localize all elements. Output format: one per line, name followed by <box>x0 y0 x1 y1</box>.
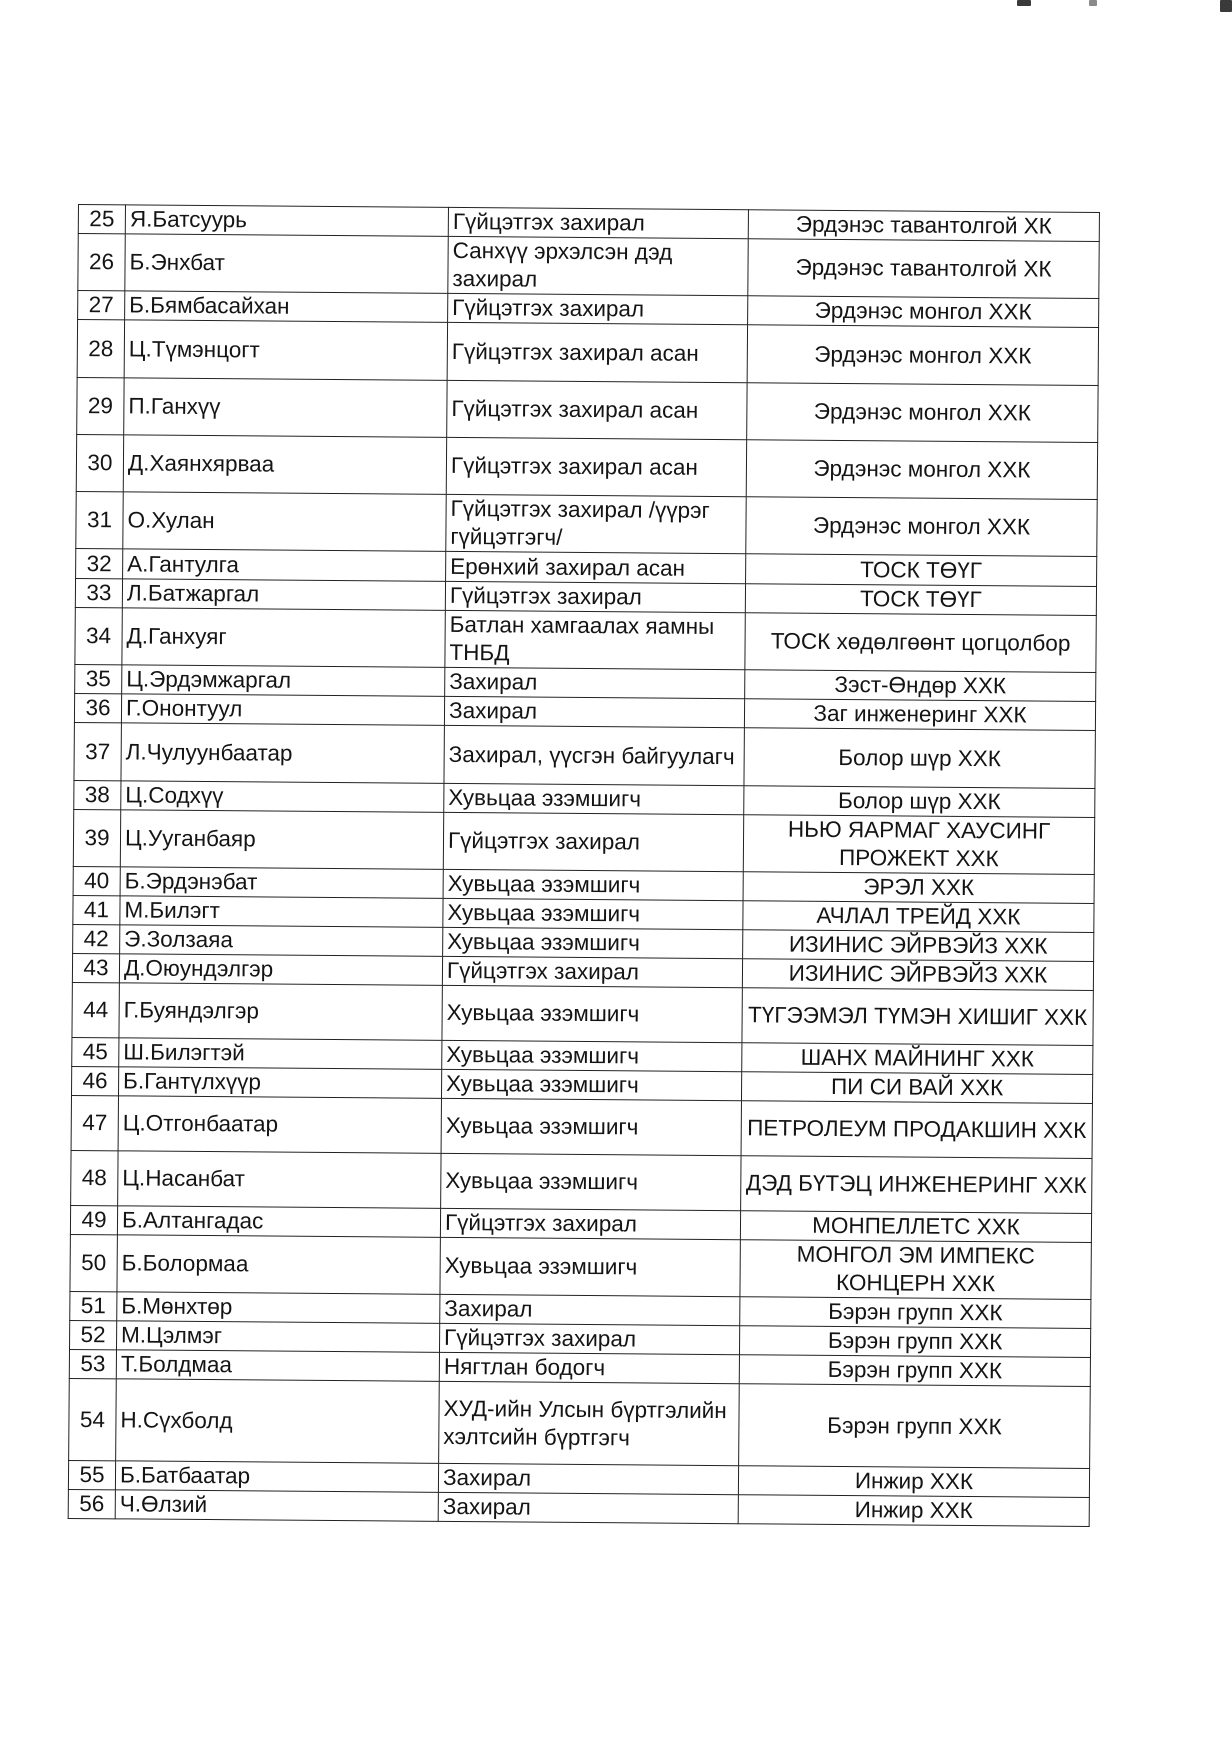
position-cell: Гүйцэтгэх захирал <box>448 207 748 238</box>
row-number-cell: 52 <box>70 1320 117 1349</box>
person-name-cell: Д.Ганхуяг <box>122 608 445 668</box>
person-name-cell: Э.Золзаяа <box>120 925 443 957</box>
table-row <box>71 1095 1092 1158</box>
row-number-cell: 56 <box>68 1489 115 1518</box>
officials-table <box>68 204 1100 1527</box>
person-name-cell: Б.Энхбат <box>125 234 448 294</box>
row-number-cell: 34 <box>75 607 122 664</box>
person-name-cell: Д.Хаянхярваа <box>123 435 446 495</box>
table-row <box>76 434 1097 499</box>
row-number-cell: 55 <box>68 1460 115 1489</box>
position-cell: Гүйцэтгэх захирал <box>443 812 743 871</box>
person-name-cell: Б.Болормаа <box>117 1235 440 1295</box>
person-name-cell: Л.Чулуунбаатар <box>121 723 444 784</box>
person-name-cell: Ц.Отгонбаатар <box>118 1096 441 1154</box>
position-cell: Санхүү эрхэлсэн дэд захирал <box>448 236 748 295</box>
table-row <box>78 234 1099 299</box>
position-cell: Захирал <box>445 667 745 698</box>
table-row <box>71 1150 1092 1213</box>
position-cell: Хувьцаа эзэмшигч <box>444 783 744 814</box>
organization-cell: МОНГОЛ ЭМ ИМПЕКС КОНЦЕРН ХХК <box>740 1240 1091 1300</box>
row-number-cell: 35 <box>75 664 122 693</box>
table-row <box>76 491 1097 556</box>
organization-cell: Эрдэнэс монгол ХХК <box>747 325 1098 386</box>
organization-cell: ПЕТРОЛЕУМ ПРОДАКШИН ХХК <box>741 1101 1092 1159</box>
table-row <box>77 377 1098 442</box>
row-number-cell: 25 <box>78 205 125 234</box>
position-cell: Гүйцэтгэх захирал асан <box>447 322 747 382</box>
row-number-cell: 43 <box>72 953 119 982</box>
organization-cell: Болор шүр ХХК <box>744 728 1095 789</box>
table-row <box>77 320 1098 386</box>
person-name-cell: Ц.Ууганбаяр <box>120 810 443 870</box>
position-cell: Хувьцаа эзэмшигч <box>443 898 743 929</box>
person-name-cell: М.Билэгт <box>120 896 443 928</box>
table-row <box>70 1234 1091 1299</box>
organization-cell: Эрдэнэс монгол ХХК <box>747 383 1098 443</box>
row-number-cell: 50 <box>70 1234 117 1291</box>
position-cell: Хувьцаа эзэмшигч <box>442 985 742 1042</box>
organization-cell: Эрдэнэс тавантолгой ХК <box>748 239 1099 299</box>
row-number-cell: 45 <box>72 1037 119 1066</box>
organization-cell: ДЭД БҮТЭЦ ИНЖЕНЕРИНГ ХХК <box>741 1156 1092 1214</box>
row-number-cell: 30 <box>76 434 123 491</box>
organization-cell: ИЗИНИС ЭЙРВЭЙЗ ХХК <box>743 930 1094 962</box>
row-number-cell: 28 <box>77 320 124 378</box>
row-number-cell: 47 <box>71 1095 118 1150</box>
table-row <box>73 809 1094 874</box>
person-name-cell: Ч.Өлзий <box>115 1490 438 1522</box>
position-cell: Нягтлан бодогч <box>439 1352 739 1383</box>
organization-cell: ИЗИНИС ЭЙРВЭЙЗ ХХК <box>742 959 1093 991</box>
row-number-cell: 29 <box>77 377 124 434</box>
organization-cell: Бэрэн групп ХХК <box>739 1355 1090 1387</box>
row-number-cell: 44 <box>72 982 119 1037</box>
organization-cell: ЭРЭЛ ХХК <box>743 872 1094 904</box>
row-number-cell: 27 <box>78 291 125 320</box>
person-name-cell: Б.Эрдэнэбат <box>120 867 443 899</box>
person-name-cell: О.Хулан <box>123 492 446 552</box>
person-name-cell: М.Цэлмэг <box>117 1321 440 1353</box>
position-cell: Захирал <box>438 1492 738 1523</box>
person-name-cell: Ц.Эрдэмжаргал <box>122 665 445 697</box>
row-number-cell: 37 <box>74 722 121 780</box>
row-number-cell: 51 <box>70 1291 117 1320</box>
scan-artifact <box>1089 0 1097 6</box>
position-cell: Хувьцаа эзэмшигч <box>441 1069 741 1100</box>
organization-cell: Инжир ХХК <box>738 1495 1089 1527</box>
position-cell: Гүйцэтгэх захирал <box>440 1208 740 1239</box>
row-number-cell: 54 <box>69 1378 117 1460</box>
position-cell: Гүйцэтгэх захирал <box>448 293 748 324</box>
position-cell: Хувьцаа эзэмшигч <box>441 1098 741 1155</box>
person-name-cell: Б.Мөнхтөр <box>117 1292 440 1324</box>
position-cell: Гүйцэтгэх захирал асан <box>447 380 747 439</box>
person-name-cell: Б.Алтангадас <box>117 1206 440 1238</box>
organization-cell: Болор шүр ХХК <box>744 786 1095 818</box>
person-name-cell: Б.Гантүлхүүр <box>118 1067 441 1099</box>
row-number-cell: 46 <box>71 1066 118 1095</box>
organization-cell: ТОСК хөдөлгөөнт цогцолбор <box>745 613 1096 673</box>
row-number-cell: 38 <box>74 780 121 809</box>
organization-cell: МОНПЕЛЛЕТС ХХК <box>740 1211 1091 1243</box>
organization-cell: Эрдэнэс монгол ХХК <box>748 296 1099 328</box>
person-name-cell: Б.Батбаатар <box>115 1461 438 1493</box>
position-cell: Хувьцаа эзэмшигч <box>442 1040 742 1071</box>
row-number-cell: 26 <box>78 234 125 291</box>
person-name-cell: П.Ганхүү <box>124 378 447 438</box>
organization-cell: Эрдэнэс монгол ХХК <box>746 440 1097 500</box>
position-cell: Хувьцаа эзэмшигч <box>443 927 743 958</box>
position-cell: Захирал <box>444 696 744 727</box>
position-cell: Хувьцаа эзэмшигч <box>440 1237 740 1296</box>
position-cell: Батлан хамгаалах яамны ТНБД <box>445 610 745 669</box>
organization-cell: Зэст-Өндөр ХХК <box>745 670 1096 702</box>
organization-cell: НЬЮ ЯАРМАГ ХАУСИНГ ПРОЖЕКТ ХХК <box>743 815 1094 875</box>
position-cell: Ерөнхий захирал асан <box>446 551 746 583</box>
person-name-cell: Ц.Түмэнцогт <box>124 320 447 381</box>
organization-cell: Инжир ХХК <box>738 1466 1089 1498</box>
person-name-cell: Л.Батжаргал <box>122 579 445 611</box>
row-number-cell: 31 <box>76 491 123 548</box>
position-cell: Захирал <box>440 1294 740 1325</box>
person-name-cell: Н.Сүхболд <box>116 1379 440 1464</box>
position-cell: Гүйцэтгэх захирал асан <box>446 437 746 496</box>
table-row <box>72 982 1093 1045</box>
position-cell: Гүйцэтгэх захирал <box>445 581 745 612</box>
position-cell: Хувьцаа эзэмшигч <box>441 1153 741 1210</box>
person-name-cell: Ц.Насанбат <box>118 1151 441 1209</box>
position-cell: Гүйцэтгэх захирал <box>442 956 742 987</box>
table-row <box>69 1378 1091 1468</box>
row-number-cell: 36 <box>74 693 121 722</box>
organization-cell: ТОСК ТӨҮГ <box>745 584 1096 616</box>
organization-cell: ТҮГЭЭМЭЛ ТҮМЭН ХИШИГ ХХК <box>742 988 1093 1046</box>
row-number-cell: 40 <box>73 866 120 895</box>
person-name-cell: А.Гантулга <box>123 549 446 582</box>
position-cell: Захирал, үүсгэн байгуулагч <box>444 725 744 785</box>
row-number-cell: 48 <box>71 1150 118 1205</box>
organization-cell: ШАНХ МАЙНИНГ ХХК <box>742 1043 1093 1075</box>
person-name-cell: Ш.Билэгтэй <box>119 1038 442 1070</box>
position-cell: Хувьцаа эзэмшигч <box>443 869 743 900</box>
person-name-cell: Я.Батсуурь <box>125 205 448 237</box>
organization-cell: Бэрэн групп ХХК <box>739 1326 1090 1358</box>
person-name-cell: Б.Бямбасайхан <box>125 291 448 323</box>
position-cell: Гүйцэтгэх захирал /үүрэг гүйцэтгэгч/ <box>446 494 746 553</box>
table-body <box>68 205 1099 1527</box>
organization-cell: ПИ СИ ВАЙ ХХК <box>741 1072 1092 1104</box>
scan-artifact <box>1017 0 1031 6</box>
table-row <box>74 722 1095 788</box>
person-name-cell: Г.Буяндэлгэр <box>119 983 442 1041</box>
organization-cell: Эрдэнэс тавантолгой ХК <box>748 210 1099 242</box>
position-cell: Захирал <box>438 1463 738 1494</box>
organization-cell: Заг инженеринг ХХК <box>744 699 1095 731</box>
person-name-cell: Ц.Содхүү <box>121 781 444 813</box>
organization-cell: ТОСК ТӨҮГ <box>746 554 1097 587</box>
position-cell: ХУД-ийн Улсын бүртгэлийн хэлтсийн бүртгэгч <box>439 1381 740 1465</box>
row-number-cell: 39 <box>73 809 120 866</box>
organization-cell: Бэрэн групп ХХК <box>739 1384 1091 1469</box>
person-name-cell: Д.Оюундэлгэр <box>119 954 442 986</box>
row-number-cell: 41 <box>73 895 120 924</box>
row-number-cell: 32 <box>76 548 123 578</box>
scan-artifact <box>1220 0 1232 12</box>
row-number-cell: 49 <box>70 1205 117 1234</box>
person-name-cell: Г.Ононтуул <box>121 694 444 726</box>
organization-cell: Эрдэнэс монгол ХХК <box>746 497 1097 557</box>
row-number-cell: 53 <box>69 1349 116 1378</box>
position-cell: Гүйцэтгэх захирал <box>439 1323 739 1354</box>
row-number-cell: 33 <box>75 578 122 607</box>
person-name-cell: Т.Болдмаа <box>116 1350 439 1382</box>
table-row <box>75 607 1096 672</box>
organization-cell: АЧЛАЛ ТРЕЙД ХХК <box>743 901 1094 933</box>
organization-cell: Бэрэн групп ХХК <box>740 1297 1091 1329</box>
row-number-cell: 42 <box>73 924 120 953</box>
